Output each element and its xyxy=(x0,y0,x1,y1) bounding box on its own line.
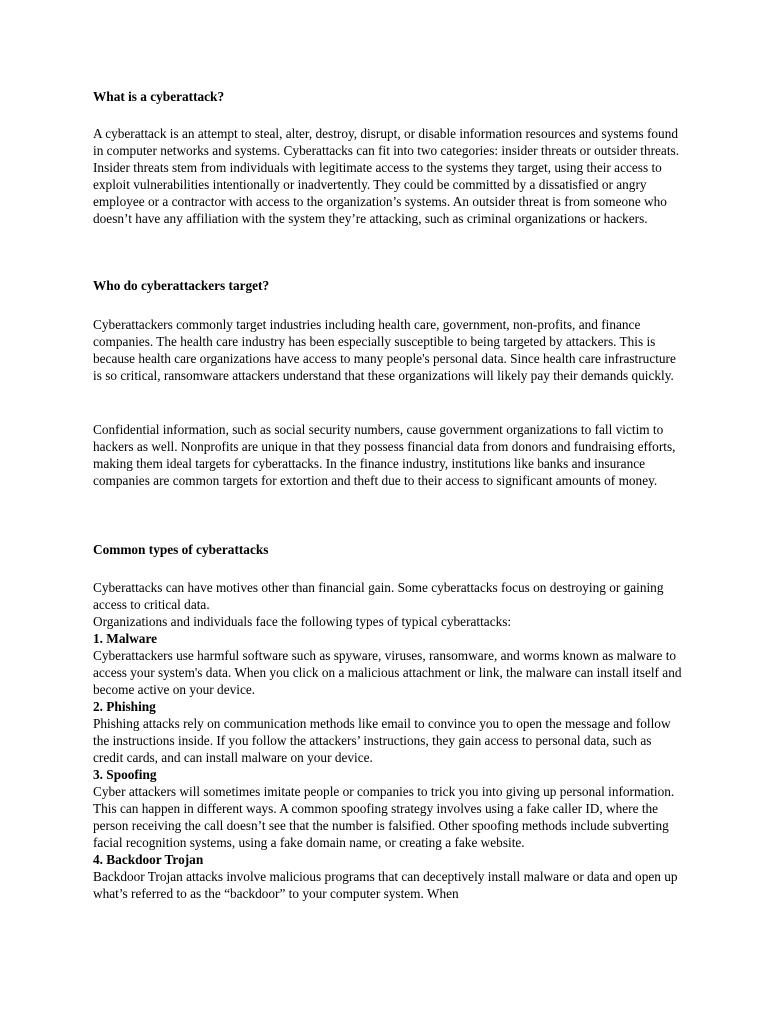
type-title-malware: 1. Malware xyxy=(93,631,158,646)
paragraph-text: A cyberattack is an attempt to steal, alter, destroy, disrupt, or disable information resources and systems found in computer networks and systems. Cyberattacks can fit into two categories: insider threats or outsider threats. Insider threats stem from individuals with legitimate access to the systems they target, using their access to exploit vulnerabilities intentionally or inadvertently. They could be committed by a dissatisfied or angry employee or a contractor with access to the organization’s systems. An outsider threat is from someone who doesn’t have any affiliation with the system they’re attacking, such as criminal organizations or hackers. xyxy=(93,126,680,226)
heading-what-is-cyberattack: What is a cyberattack? xyxy=(93,89,225,104)
type-title-phishing: 2. Phishing xyxy=(93,699,156,714)
type-text-phishing: Phishing attacks rely on communication methods like email to convince you to open the message and follow the instructions inside. If you follow the attackers’ instructions, they gain access to personal data, such as credit cards, and can install malware on your device. xyxy=(93,716,671,765)
paragraph-text: Confidential information, such as social security numbers, cause government organizations to fall victim to hackers as well. Nonprofits are unique in that they possess financial data from donors and fundraising efforts, making them ideal targets for cyberattacks. In the finance industry, institutions like banks and insurance companies are common targets for extortion and theft due to their access to significant amounts of money. xyxy=(93,422,676,488)
type-text-spoofing: Cyber attackers will sometimes imitate people or companies to trick you into giving up personal information. This can happen in different ways. A common spoofing strategy involves using a fake caller ID, where the person receiving the call doesn’t see that the number is falsified. Other spoofing methods include subverting facial recognition systems, using a fake domain name, or creating a fake website. xyxy=(93,784,675,850)
paragraph-intro-list: Organizations and individuals face the following types of typical cyberattacks: xyxy=(93,614,512,629)
paragraph-definition xyxy=(93,125,683,227)
type-title-spoofing: 3. Spoofing xyxy=(93,767,157,782)
type-title-backdoor-trojan: 4. Backdoor Trojan xyxy=(93,852,204,867)
heading-common-types: Common types of cyberattacks xyxy=(93,542,269,557)
heading-who-targeted: Who do cyberattackers target? xyxy=(93,278,270,293)
section-common-types xyxy=(93,579,683,902)
type-text-backdoor-trojan: Backdoor Trojan attacks involve malicious programs that can deceptively install malware or data and open up what’s referred to as the “backdoor” to your computer system. When xyxy=(93,869,678,901)
paragraph-confidential-info xyxy=(93,421,683,489)
paragraph-motives: Cyberattacks can have motives other than financial gain. Some cyberattacks focus on destroying or gaining access to critical data. xyxy=(93,580,664,612)
paragraph-text: Cyberattackers commonly target industries including health care, government, non-profits, and finance companies. The health care industry has been especially susceptible to being targeted by attackers. This is because health care organizations have access to many people's personal data. Since health care infrastructure is so critical, ransomware attackers understand that these organizations will likely pay their demands quickly. xyxy=(93,317,676,383)
paragraph-targets xyxy=(93,316,683,384)
type-text-malware: Cyberattackers use harmful software such as spyware, viruses, ransomware, and worms known as malware to access your system's data. When you click on a malicious attachment or link, the malware can install itself and become active on your device. xyxy=(93,648,682,697)
